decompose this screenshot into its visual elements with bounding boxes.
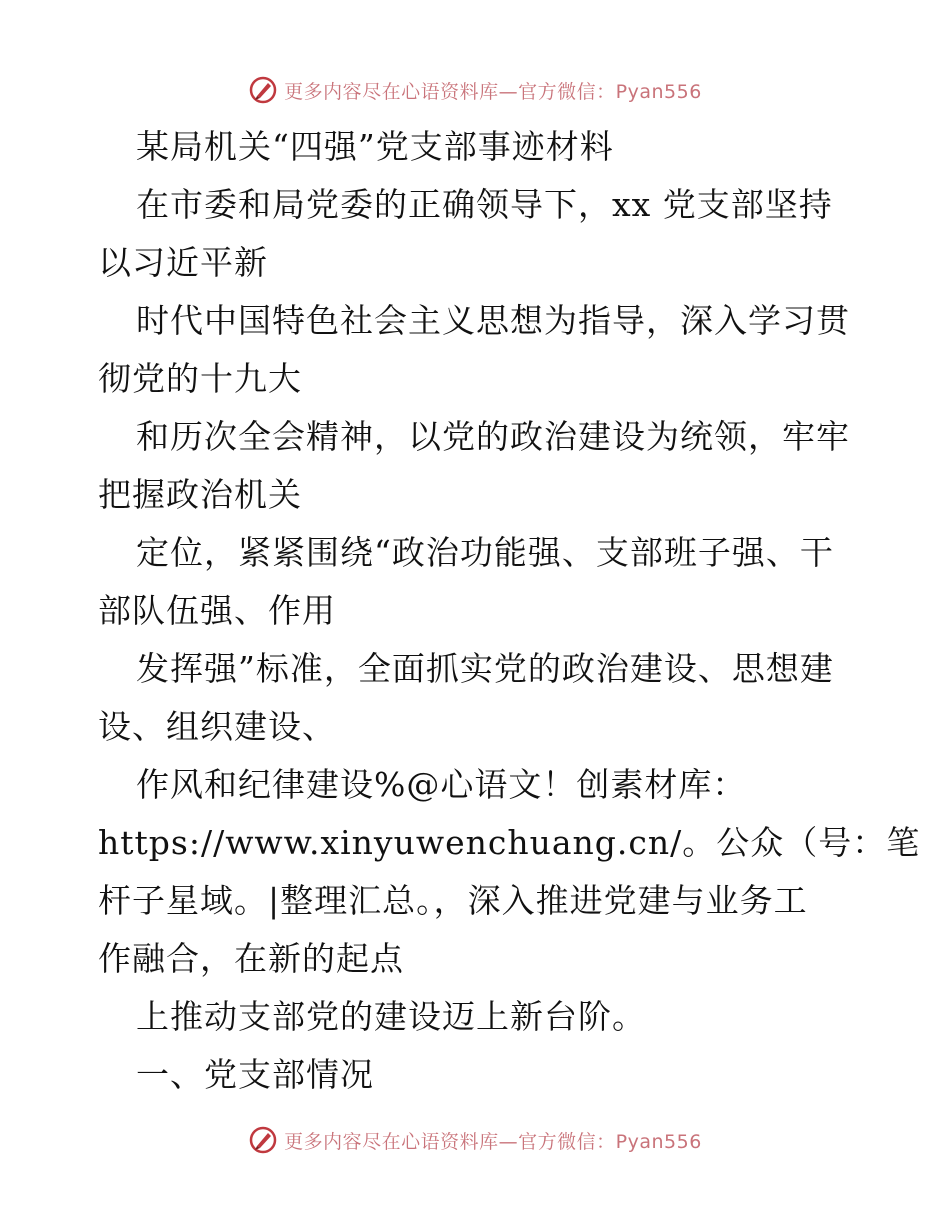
document-line: 作融合，在新的起点 [98, 939, 404, 978]
document-line: 部队伍强、作用 [98, 591, 336, 630]
document-line: 彻党的十九大 [98, 359, 302, 398]
document-line: 定位，紧紧围绕“政治功能强、支部班子强、干 [136, 533, 834, 572]
banner-text: 更多内容尽在心语资料库—官方微信：Pyan556 [284, 1130, 702, 1153]
pen-seal-icon [248, 1125, 278, 1155]
document-line: 上推动支部党的建设迈上新台阶。 [136, 997, 646, 1036]
document-line: 发挥强”标准，全面抓实党的政治建设、思想建 [136, 649, 834, 688]
document-line: 杆子星域。|整理汇总。，深入推进党建与业务工 [98, 881, 808, 920]
document-line: 和历次全会精神，以党的政治建设为统领，牢牢 [136, 417, 850, 456]
document-line: 一、党支部情况 [136, 1055, 374, 1094]
document-line: 在市委和局党委的正确领导下，xx 党支部坚持 [136, 185, 833, 224]
header-banner [0, 72, 950, 108]
document-body [98, 118, 921, 1104]
document-line: 某局机关“四强”党支部事迹材料 [136, 127, 614, 166]
document-line: 作风和纪律建设%@心语文！创素材库： [136, 765, 747, 804]
pen-seal-icon [248, 75, 278, 105]
document-line: https://www.xinyuwenchuang.cn/。公众（号：笔 [98, 823, 921, 862]
document-line: 时代中国特色社会主义思想为指导，深入学习贯 [136, 301, 850, 340]
document-line: 以习近平新 [98, 243, 268, 282]
footer-banner [0, 1122, 950, 1158]
document-line: 设、组织建设、 [98, 707, 336, 746]
document-line: 把握政治机关 [98, 475, 302, 514]
banner-text: 更多内容尽在心语资料库—官方微信：Pyan556 [284, 80, 702, 103]
